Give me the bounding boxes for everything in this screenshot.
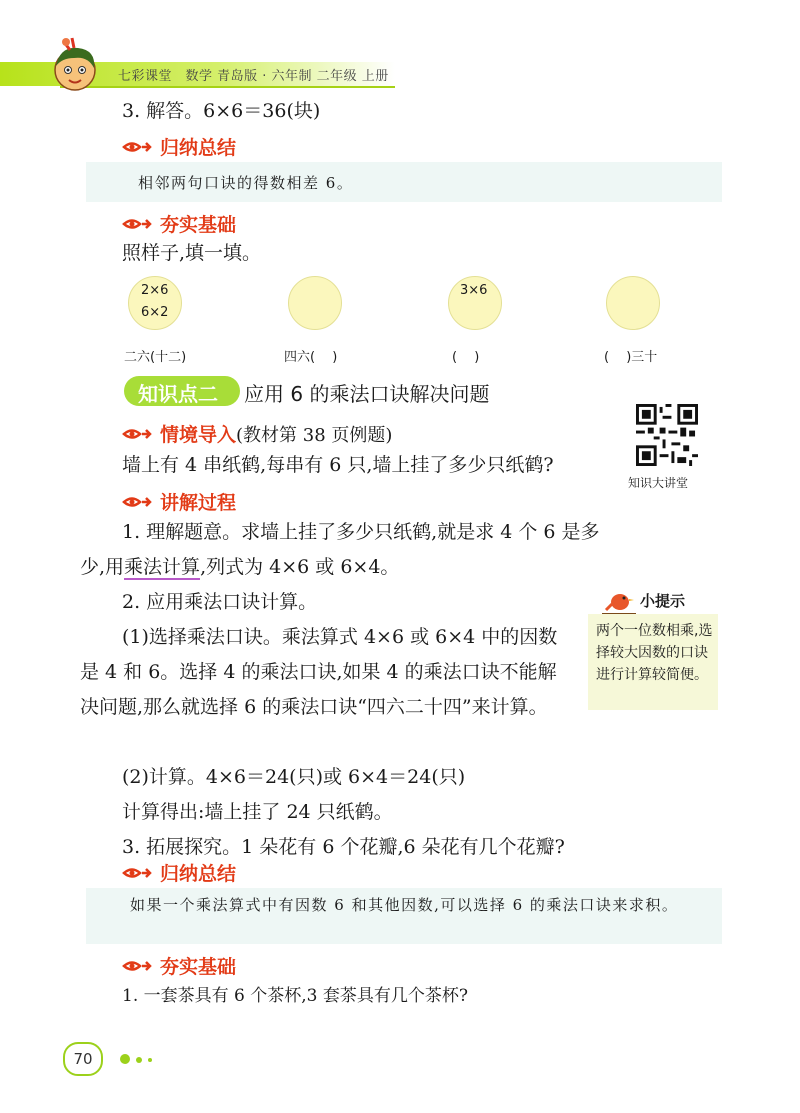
section-explanation [122, 488, 236, 515]
explanation-p3: (1)选择乘法口诀。乘法算式 4×6 或 6×4 中的因数是 4 和 6。选择 4 的乘法口诀,如果 4 的乘法口诀不能解决问题,那么就选择 6 的乘法口诀“四六二十四”来计算。 [80, 626, 558, 718]
summary-box-2 [86, 888, 722, 944]
explanation-p1a: 1. 理解题意。求墙上挂了多少只纸鹤,就是求 4 个 6 是多 [122, 521, 600, 543]
section-eye-icon [122, 217, 152, 231]
dot-decoration [136, 1057, 142, 1063]
section-eye-icon [122, 427, 152, 441]
section-title: 讲解过程 [160, 492, 237, 514]
practice-question-1: 1. 一套茶具有 6 个茶杯,3 套茶具有几个茶杯? [122, 986, 468, 1006]
section-eye-icon [122, 140, 152, 154]
section-subtitle: (教材第 38 页例题) [236, 424, 393, 446]
qr-caption: 知识大讲堂 [628, 476, 689, 490]
summary-text: 相邻两句口诀的得数相差 6。 [138, 174, 354, 192]
section-summary-2 [122, 859, 236, 886]
text-fragment: 少,用 [80, 556, 125, 578]
circle-label: 二六(十二) [124, 350, 187, 365]
explanation-p6: 3. 拓展探究。1 朵花有 6 个花瓣,6 朵花有几个花瓣? [122, 836, 565, 858]
tip-title: 小提示 [640, 592, 686, 610]
tip-text: 两个一位数相乘,选择较大因数的口诀进行计算较简便。 [596, 623, 713, 683]
explanation-p5: 计算得出:墙上挂了 24 只纸鹤。 [122, 801, 393, 823]
section-foundation-2 [122, 952, 236, 979]
qr-code-icon[interactable] [636, 404, 698, 466]
section-title: 夯实基础 [160, 214, 237, 236]
answer-circle[interactable] [288, 276, 342, 330]
dot-decoration [120, 1054, 130, 1064]
answer-line: 3. 解答。6×6＝36(块) [122, 100, 321, 122]
circle-expr: 3×6 [460, 283, 488, 298]
section-eye-icon [122, 866, 152, 880]
mascot-icon [44, 36, 106, 98]
section-eye-icon [122, 495, 152, 509]
circle-label: ( ) [452, 350, 480, 365]
instruction: 照样子,填一填。 [122, 242, 262, 264]
section-foundation-1 [122, 210, 236, 237]
summary-text: 如果一个乘法算式中有因数 6 和其他因数,可以选择 6 的乘法口诀来求积。 [130, 896, 679, 914]
explanation-p1b [80, 550, 399, 585]
answer-circle[interactable] [606, 276, 660, 330]
section-scenario [122, 420, 392, 447]
circle-expr: 2×6 [141, 283, 169, 298]
page-number: 70 [63, 1042, 103, 1076]
circle-label: ( )三十 [604, 350, 658, 365]
explanation-p2: 2. 应用乘法口诀计算。 [122, 591, 318, 613]
dot-decoration [148, 1058, 152, 1062]
header-title: 七彩课堂 数学 青岛版 · 六年制 二年级 上册 [118, 69, 389, 84]
explanation-p4: (2)计算。4×6＝24(只)或 6×4＝24(只) [122, 766, 466, 788]
circle-label: 四六( ) [284, 350, 338, 365]
header-underline [60, 86, 395, 88]
section-summary-1 [122, 133, 236, 160]
section-eye-icon [122, 959, 152, 973]
section-title: 归纳总结 [160, 137, 237, 159]
summary-box-1 [86, 162, 722, 202]
section-title: 归纳总结 [160, 863, 237, 885]
text-fragment: ,列式为 4×6 或 6×4。 [200, 556, 400, 578]
highlight-term: 乘法计算 [124, 556, 201, 578]
scenario-question: 墙上有 4 串纸鹤,每串有 6 只,墙上挂了多少只纸鹤? [122, 454, 554, 476]
section-title: 情境导入 [160, 424, 237, 446]
knowledge-point-number: 知识点二 [138, 382, 218, 406]
section-title: 夯实基础 [160, 956, 237, 978]
circle-expr: 6×2 [141, 305, 169, 320]
knowledge-point-title: 应用 6 的乘法口诀解决问题 [244, 382, 490, 406]
